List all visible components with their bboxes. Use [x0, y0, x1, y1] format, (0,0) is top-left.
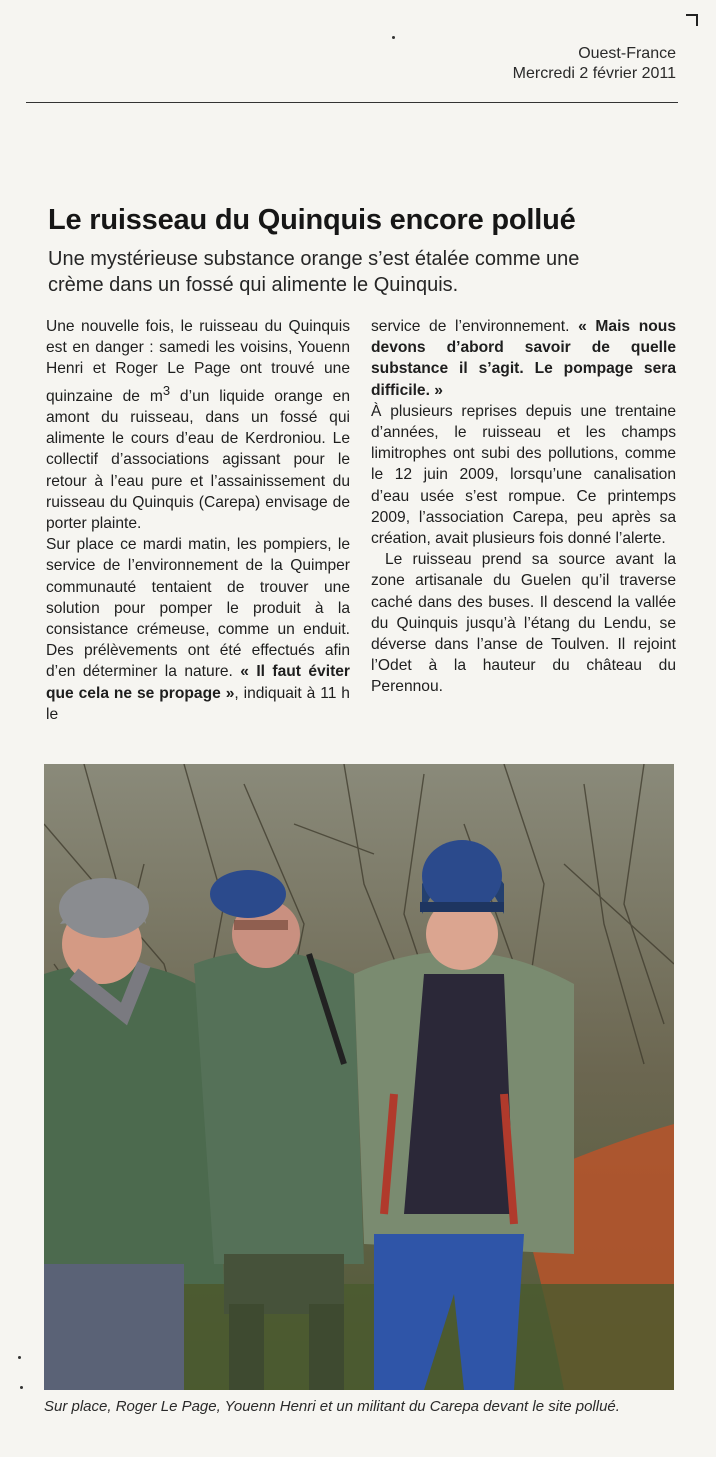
text-run: service de l’environnement. — [371, 318, 579, 335]
quote: « Il faut éviter que cela ne se propage » — [46, 663, 350, 702]
photo-illustration — [44, 764, 674, 1390]
text-run: , indiquait à 11 h le — [46, 684, 350, 723]
bleed-through-text — [300, 60, 320, 114]
paragraph — [371, 316, 676, 401]
masthead-info — [513, 44, 676, 84]
scan-speck — [392, 36, 395, 39]
article-photo — [44, 764, 674, 1390]
article-subhead: Une mystérieuse substance orange s’est étalée comme une crème dans un fossé qui alimente le Quinquis. — [48, 248, 580, 296]
article-headline: Le ruisseau du Quinquis encore pollué — [48, 204, 576, 236]
paragraph — [46, 316, 350, 534]
paragraph — [46, 534, 350, 725]
publication-name: Ouest-France — [578, 45, 676, 62]
paragraph: Le ruisseau prend sa source avant la zone artisanale du Guelen qu’il traverse caché dans des buses. Il descend la vallée du Quinquis jusqu’à l’étang du Lendu, se déverse dans l’anse de Toulven. Il rejoint l’Odet à la hauteur du château du Perennou. — [371, 551, 676, 696]
paragraph: À plusieurs reprises depuis une trentaine d’années, le ruisseau et les champs limitrophes ont subi des pollutions, comme le 12 juin 2009, lorsqu’une canalisation d’eau usée s’est rompue. Ce printemps 2009, l’association Carepa, peu après sa création, avait plusieurs fois donné l’alerte. — [371, 402, 676, 548]
superscript: 3 — [162, 382, 171, 398]
article-column-left — [46, 316, 350, 725]
text-run: Une nouvelle fois, le ruisseau du Quinquis est en danger : samedi les voisins, Youenn Henri et Roger Le Page ont trouvé une quinzaine de m — [46, 318, 350, 405]
text-run: Sur place ce mardi matin, les pompiers, le service de l’environnement de la Quimper communauté tentaient de trouver une solution pour pomper le produit à la consistance crémeuse, comme un enduit. Des prélèvements ont été effectués afin d’en déterminer la nature. — [46, 536, 350, 681]
scan-speck — [20, 1386, 23, 1389]
photo-caption: Sur place, Roger Le Page, Youenn Henri et un militant du Carepa devant le site pollué. — [44, 1398, 620, 1415]
crop-mark — [686, 14, 698, 26]
quote: « Mais nous devons d’abord savoir de quelle substance il s’agit. Le pompage sera difficile. » — [371, 318, 676, 399]
scan-speck — [18, 1356, 21, 1359]
header-divider — [26, 102, 678, 103]
text-run: d’un liquide orange en amont du ruisseau, dans un fossé qui alimente le cours d’eau de Kerdroniou. Le collectif d’associations agissant pour le retour à l’eau pure et l’assainissement du ruisseau du Quinquis (Carepa) envisage de porter plainte. — [46, 387, 350, 533]
article-column-right — [371, 316, 676, 698]
publication-date: Mercredi 2 février 2011 — [512, 65, 676, 82]
